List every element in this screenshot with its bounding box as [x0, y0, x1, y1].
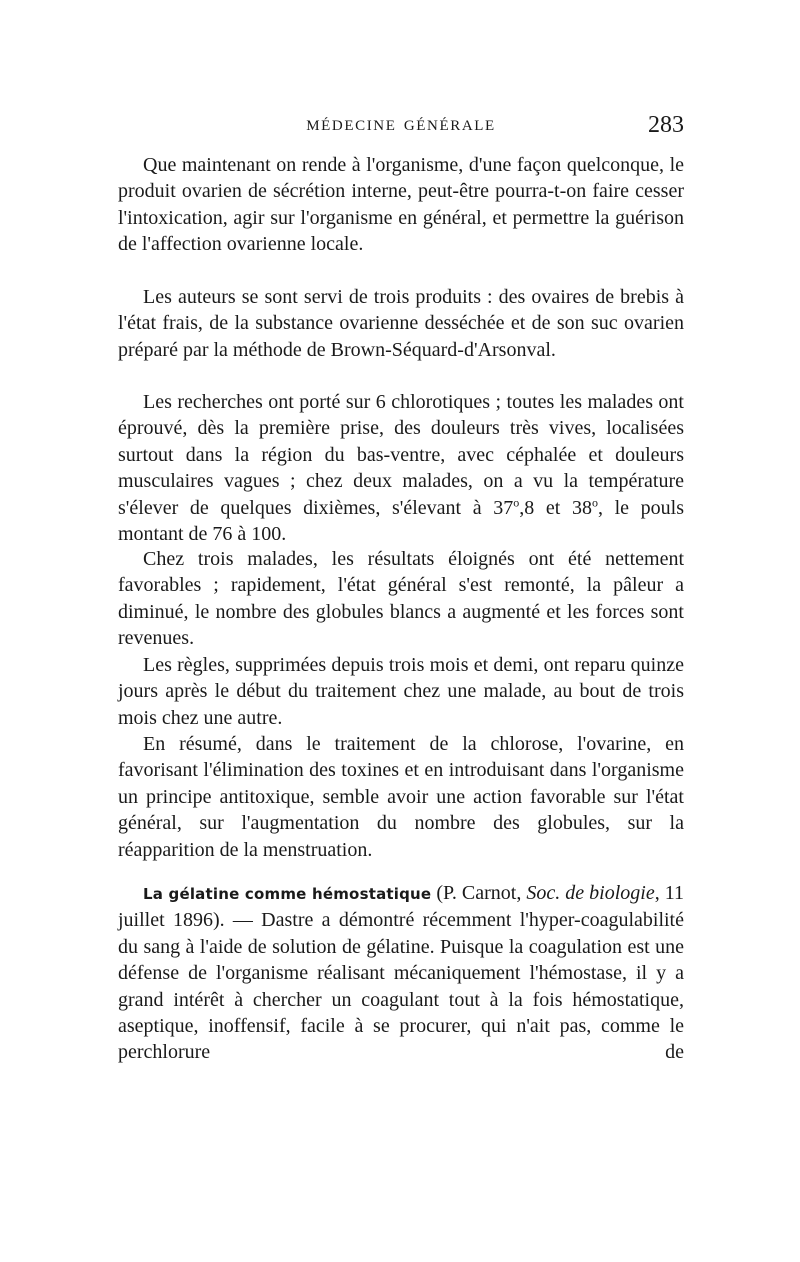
paragraph-gelatine-hemostatic	[118, 880, 684, 1066]
running-title: MÉDECINE GÉNÉRALE	[306, 118, 496, 134]
paragraph-summary: En résumé, dans le traitement de la chlorose, l'ovarine, en favorisant l'élimination des toxines et en introduisant dans l'organisme un principe antitoxique, semble avoir une action favorable sur l'état général, sur l'augmentation du nombre des globules, sur la réapparition de la menstruation.	[118, 733, 684, 861]
citation-journal: Soc. de biologie	[526, 882, 655, 904]
paragraph-menses: Les règles, supprimées depuis trois mois et demi, ont reparu quinze jours après le début du traitement chez une malade, au bout de trois mois chez une autre.	[118, 654, 684, 729]
page-header	[118, 112, 684, 146]
citation-date: , 11 juillet 1896). —	[118, 882, 684, 932]
paragraph-research-results	[118, 389, 684, 547]
degree-sign: o	[591, 494, 598, 509]
citation-author: (P. Carnot,	[431, 882, 527, 904]
paragraph-three-products: Les auteurs se sont servi de trois produits : des ovaires de brebis à l'état frais, de la substance ovarienne desséchée et de son suc ovarien préparé par la méthode de Brown-Séquard-d'Arsonval.	[118, 286, 684, 361]
gelatine-body-text: Dastre a démontré récemment l'hyper-coagulabilité du sang à l'aide de solution de gélatine. Puisque la coagulation est une défense de l'organisme réalisant mécaniquement l'hémostase, il y a grand intérêt à chercher un coagulant tout à la fois hémostatique, aseptique, inoffensif, facile à se procurer, qui n'ait pas, comme le perchlorure de	[118, 909, 684, 1064]
paragraph-ovarian-product: Que maintenant on rende à l'organisme, d'une façon quelconque, le produit ovarien de sécrétion interne, peut-être pourra-t-on faire cesser l'intoxication, agir sur l'organisme en général, et permettre la guérison de l'affection ovarienne locale.	[118, 154, 684, 256]
paragraph-long-term-results: Chez trois malades, les résultats éloignés ont été nettement favorables ; rapidement, l'état général s'est remonté, la pâleur a diminué, le nombre des globules blancs a augmenté et les forces sont revenues.	[118, 548, 684, 650]
p3-text-start: Les recherches ont porté sur 6 chlorotiques ; toutes les malades ont éprouvé, dès la première prise, des douleurs très vives, localisées surtout dans la région du bas-ventre, avec céphalée et douleurs musculaires vagues ; chez deux malades, on a vu la température s'élever de quelques dixièmes, s'élevant à 37	[118, 391, 684, 519]
p3-text-end: , le pouls montant de 76 à 100.	[118, 496, 685, 546]
section-heading: La gélatine comme hémostatique	[143, 885, 432, 903]
page-number: 283	[648, 112, 684, 138]
degree-sign: o	[513, 494, 520, 509]
p3-text-middle: ,8 et 38	[519, 496, 592, 519]
